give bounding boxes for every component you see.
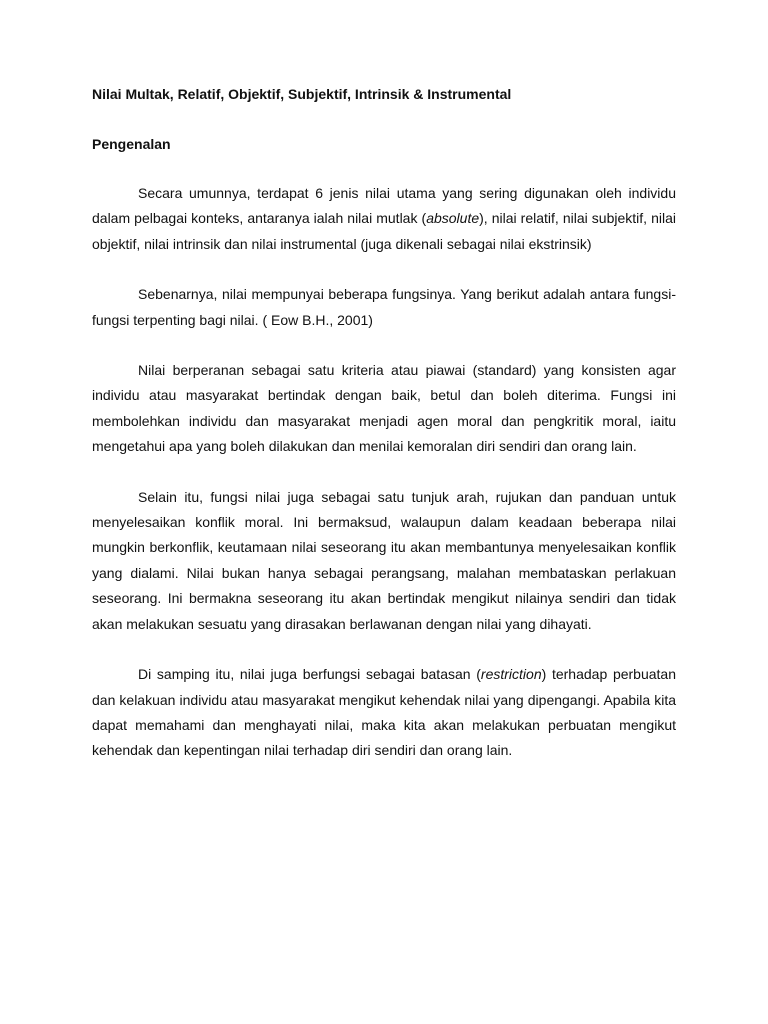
paragraph-3-text: Nilai berperanan sebagai satu kriteria atau piawai (standard) yang konsisten agar individu atau masyarakat bertindak dengan baik, betul dan boleh diterima. Fungsi ini membolehkan individu dan masyarakat menjadi agen moral dan pengkritik moral, iaitu mengetahui apa yang boleh dilakukan dan menilai kemoralan diri sendiri dan orang lain. — [92, 362, 676, 455]
paragraph-5 — [92, 662, 676, 764]
paragraph-1-text-a: Secara umunnya, terdapat 6 jenis nilai utama yang sering digunakan oleh individu dalam pelbagai konteks, antaranya ialah nilai mutlak ( — [92, 185, 676, 227]
spacer — [92, 333, 676, 358]
section-heading: Pengenalan — [92, 136, 171, 152]
paragraph-1-italic-term: absolute — [426, 210, 480, 227]
paragraph-5-italic-term: restriction — [480, 666, 542, 683]
document-page — [92, 82, 676, 764]
paragraph-2-text: Sebenarnya, nilai mempunyai beberapa fungsinya. Yang berikut adalah antara fungsi-fungsi terpenting bagi nilai. ( Eow B.H., 2001) — [92, 286, 676, 328]
paragraph-5-text-a: Di samping itu, nilai juga berfungsi sebagai batasan ( — [138, 666, 481, 683]
paragraph-1 — [92, 181, 676, 257]
spacer — [92, 637, 676, 662]
paragraph-2 — [92, 282, 676, 333]
spacer — [92, 460, 676, 485]
paragraph-1-text-b: ), nilai relatif, nilai subjektif, nilai objektif, nilai intrinsik dan nilai instrumental (juga dikenali sebagai nilai ekstrinsik) — [92, 210, 676, 252]
spacer — [92, 257, 676, 282]
paragraph-4-text: Selain itu, fungsi nilai juga sebagai satu tunjuk arah, rujukan dan panduan untuk menyelesaikan konflik moral. Ini bermaksud, walaupun dalam keadaan beberapa nilai mungkin berkonflik, keutamaan nilai seseorang itu akan membantunya menyelesaikan konflik yang dialami. Nilai bukan hanya sebagai perangsang, malahan membataskan perlakuan seseorang. Ini bermakna seseorang itu akan bertindak mengikut nilainya sendiri dan tidak akan melakukan sesuatu yang dirasakan berlawanan dengan nilai yang dihayati. — [92, 488, 676, 632]
paragraph-4 — [92, 485, 676, 637]
spacer — [92, 156, 676, 181]
document-title: Nilai Multak, Relatif, Objektif, Subjektif, Intrinsik & Instrumental — [92, 86, 512, 102]
paragraph-5-text-b: ) terhadap perbuatan dan kelakuan individu atau masyarakat mengikut kehendak nilai yang dipengangi. Apabila kita dapat memahami dan menghayati nilai, maka kita akan melakukan perbuatan mengikut kehendak dan kepentingan nilai terhadap diri sendiri dan orang lain. — [92, 666, 676, 759]
paragraph-3 — [92, 358, 676, 460]
